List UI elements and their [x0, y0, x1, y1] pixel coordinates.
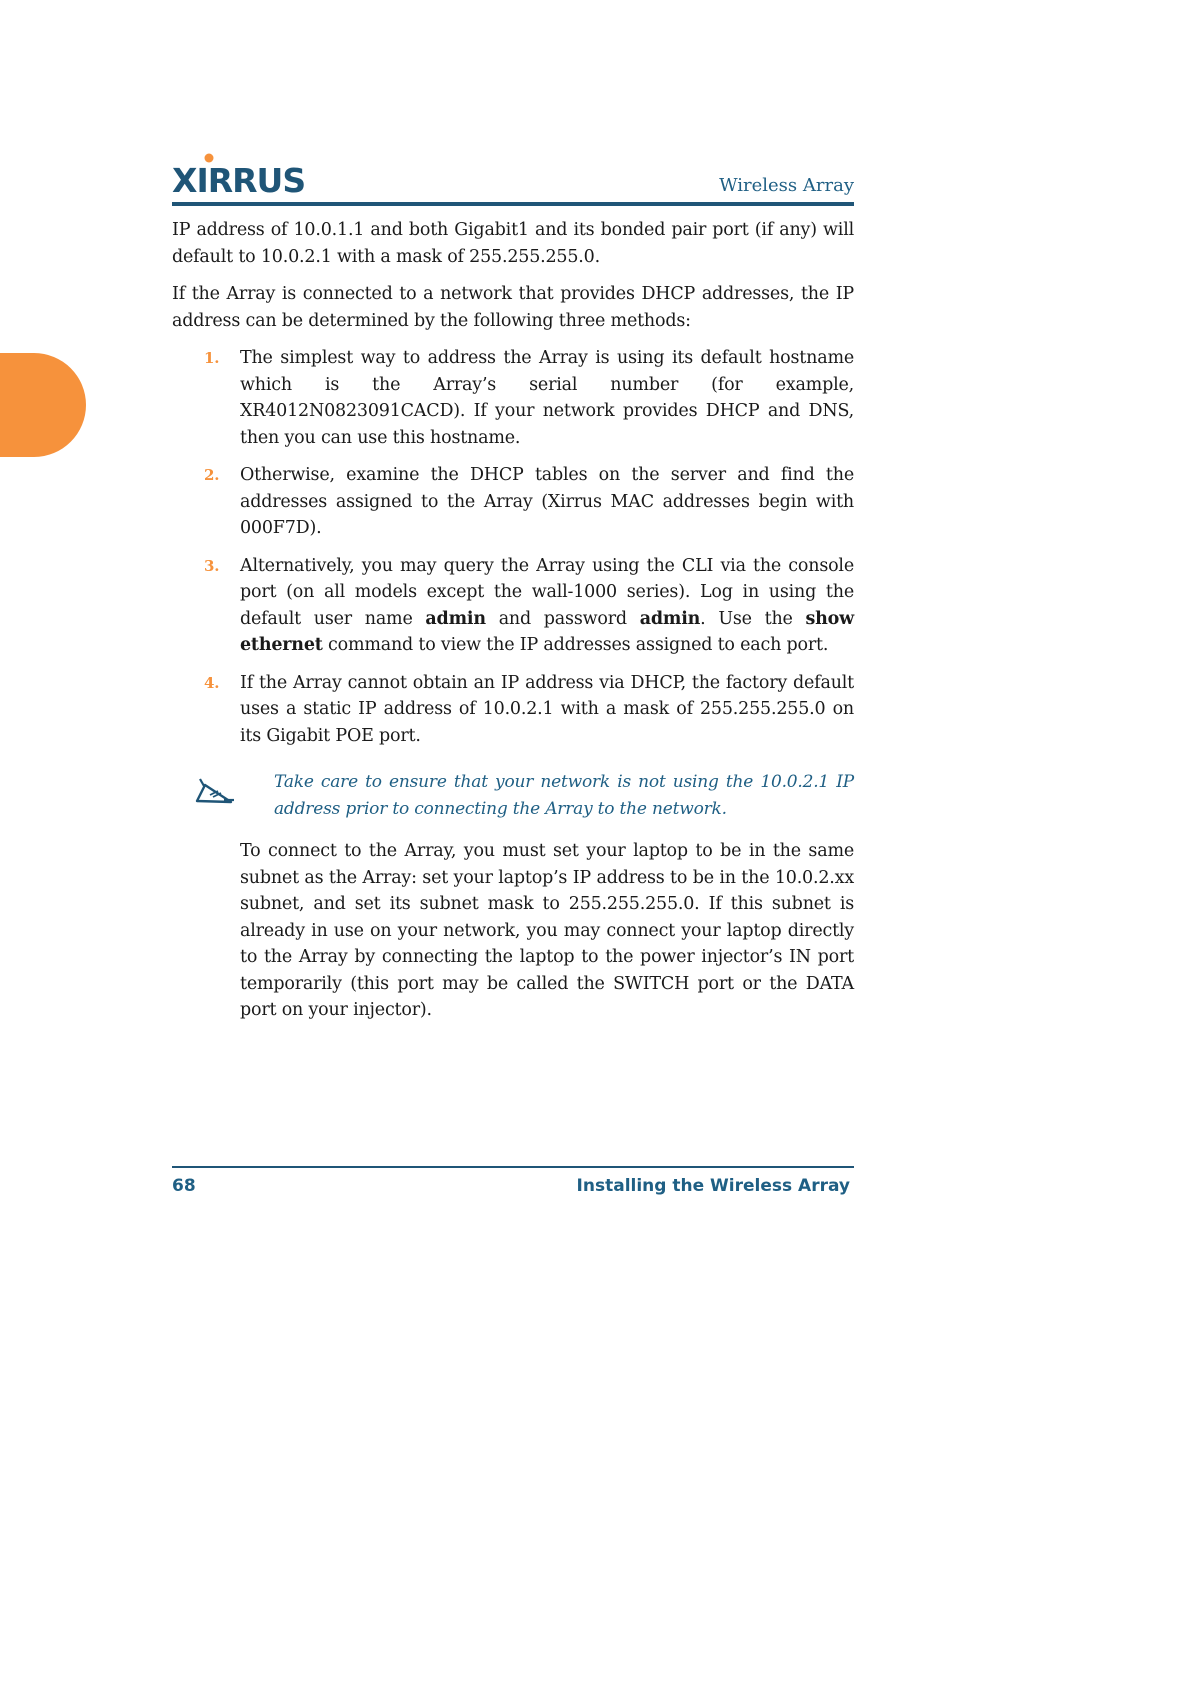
list-number: 2.: [204, 466, 220, 484]
page-number: 68: [172, 1176, 196, 1196]
list-number: 3.: [204, 556, 220, 575]
cli-command: show ethernet: [240, 608, 855, 655]
list-number: 1.: [204, 349, 220, 367]
header-title: Wireless Array: [719, 175, 854, 196]
xirrus-logo: [172, 152, 318, 198]
list-number: 4.: [204, 673, 220, 692]
page-body: [172, 217, 854, 1035]
page-footer: [172, 1166, 854, 1206]
note-box: [172, 769, 854, 822]
header-rule: [172, 202, 854, 206]
note-pencil-icon: [194, 777, 236, 807]
list-item: [172, 670, 854, 750]
page-header: [172, 150, 854, 206]
svg-text:XIRRUS: XIRRUS: [172, 161, 306, 198]
footer-rule: [172, 1166, 854, 1168]
list-item: [172, 553, 854, 659]
default-user-name: admin: [425, 608, 486, 629]
paragraph-dhcp-intro: If the Array is connected to a network that provides DHCP addresses, the IP address can be determined by the following three methods:: [172, 284, 854, 331]
default-password: admin: [639, 608, 701, 629]
paragraph-default-address: IP address of 10.0.1.1 and both Gigabit1 and its bonded pair port (if any) will default to 10.0.2.1 with a mask of 255.255.255.0.: [172, 220, 854, 267]
list-item: [172, 462, 854, 542]
list-text: The simplest way to address the Array is using its default hostname which is the Array’s serial number (for example, XR4012N0823091CACD). If your network provides DHCP and DNS, then you can use this hostname.: [240, 348, 854, 448]
paragraph-laptop-connect: To connect to the Array, you must set your laptop to be in the same subnet as the Array: set your laptop’s IP address to be in the 10.0.2.xx subnet, and set its subnet mask to 255.255.255.0. If this subnet is already in use on your network, you may connect your laptop directly to the Array by connecting the laptop to the power injector’s IN port temporarily (this port may be called the SWITCH port or the DATA port on your injector).: [240, 841, 854, 1020]
methods-list: [172, 345, 854, 749]
list-item: [172, 345, 854, 451]
note-text: Take care to ensure that your network is not using the 10.0.2.1 IP address prior to connecting the Array to the network.: [274, 772, 854, 819]
chapter-edge-tab: [0, 353, 86, 457]
footer-section-title: Installing the Wireless Array: [576, 1176, 850, 1196]
list-text: If the Array cannot obtain an IP address via DHCP, the factory default uses a static IP address of 10.0.2.1 with a mask of 255.255.255.0 on its Gigabit POE port.: [240, 672, 854, 746]
list-text: Otherwise, examine the DHCP tables on the server and find the addresses assigned to the Array (Xirrus MAC addresses begin with 000F7D).: [240, 465, 854, 538]
list-text: Alternatively, you may query the Array using the CLI via the console port (on all models except the wall-1000 series). Log in using the default user name admin and password admin. Use the show ethernet command to view the IP addresses assigned to each port.: [240, 555, 855, 655]
